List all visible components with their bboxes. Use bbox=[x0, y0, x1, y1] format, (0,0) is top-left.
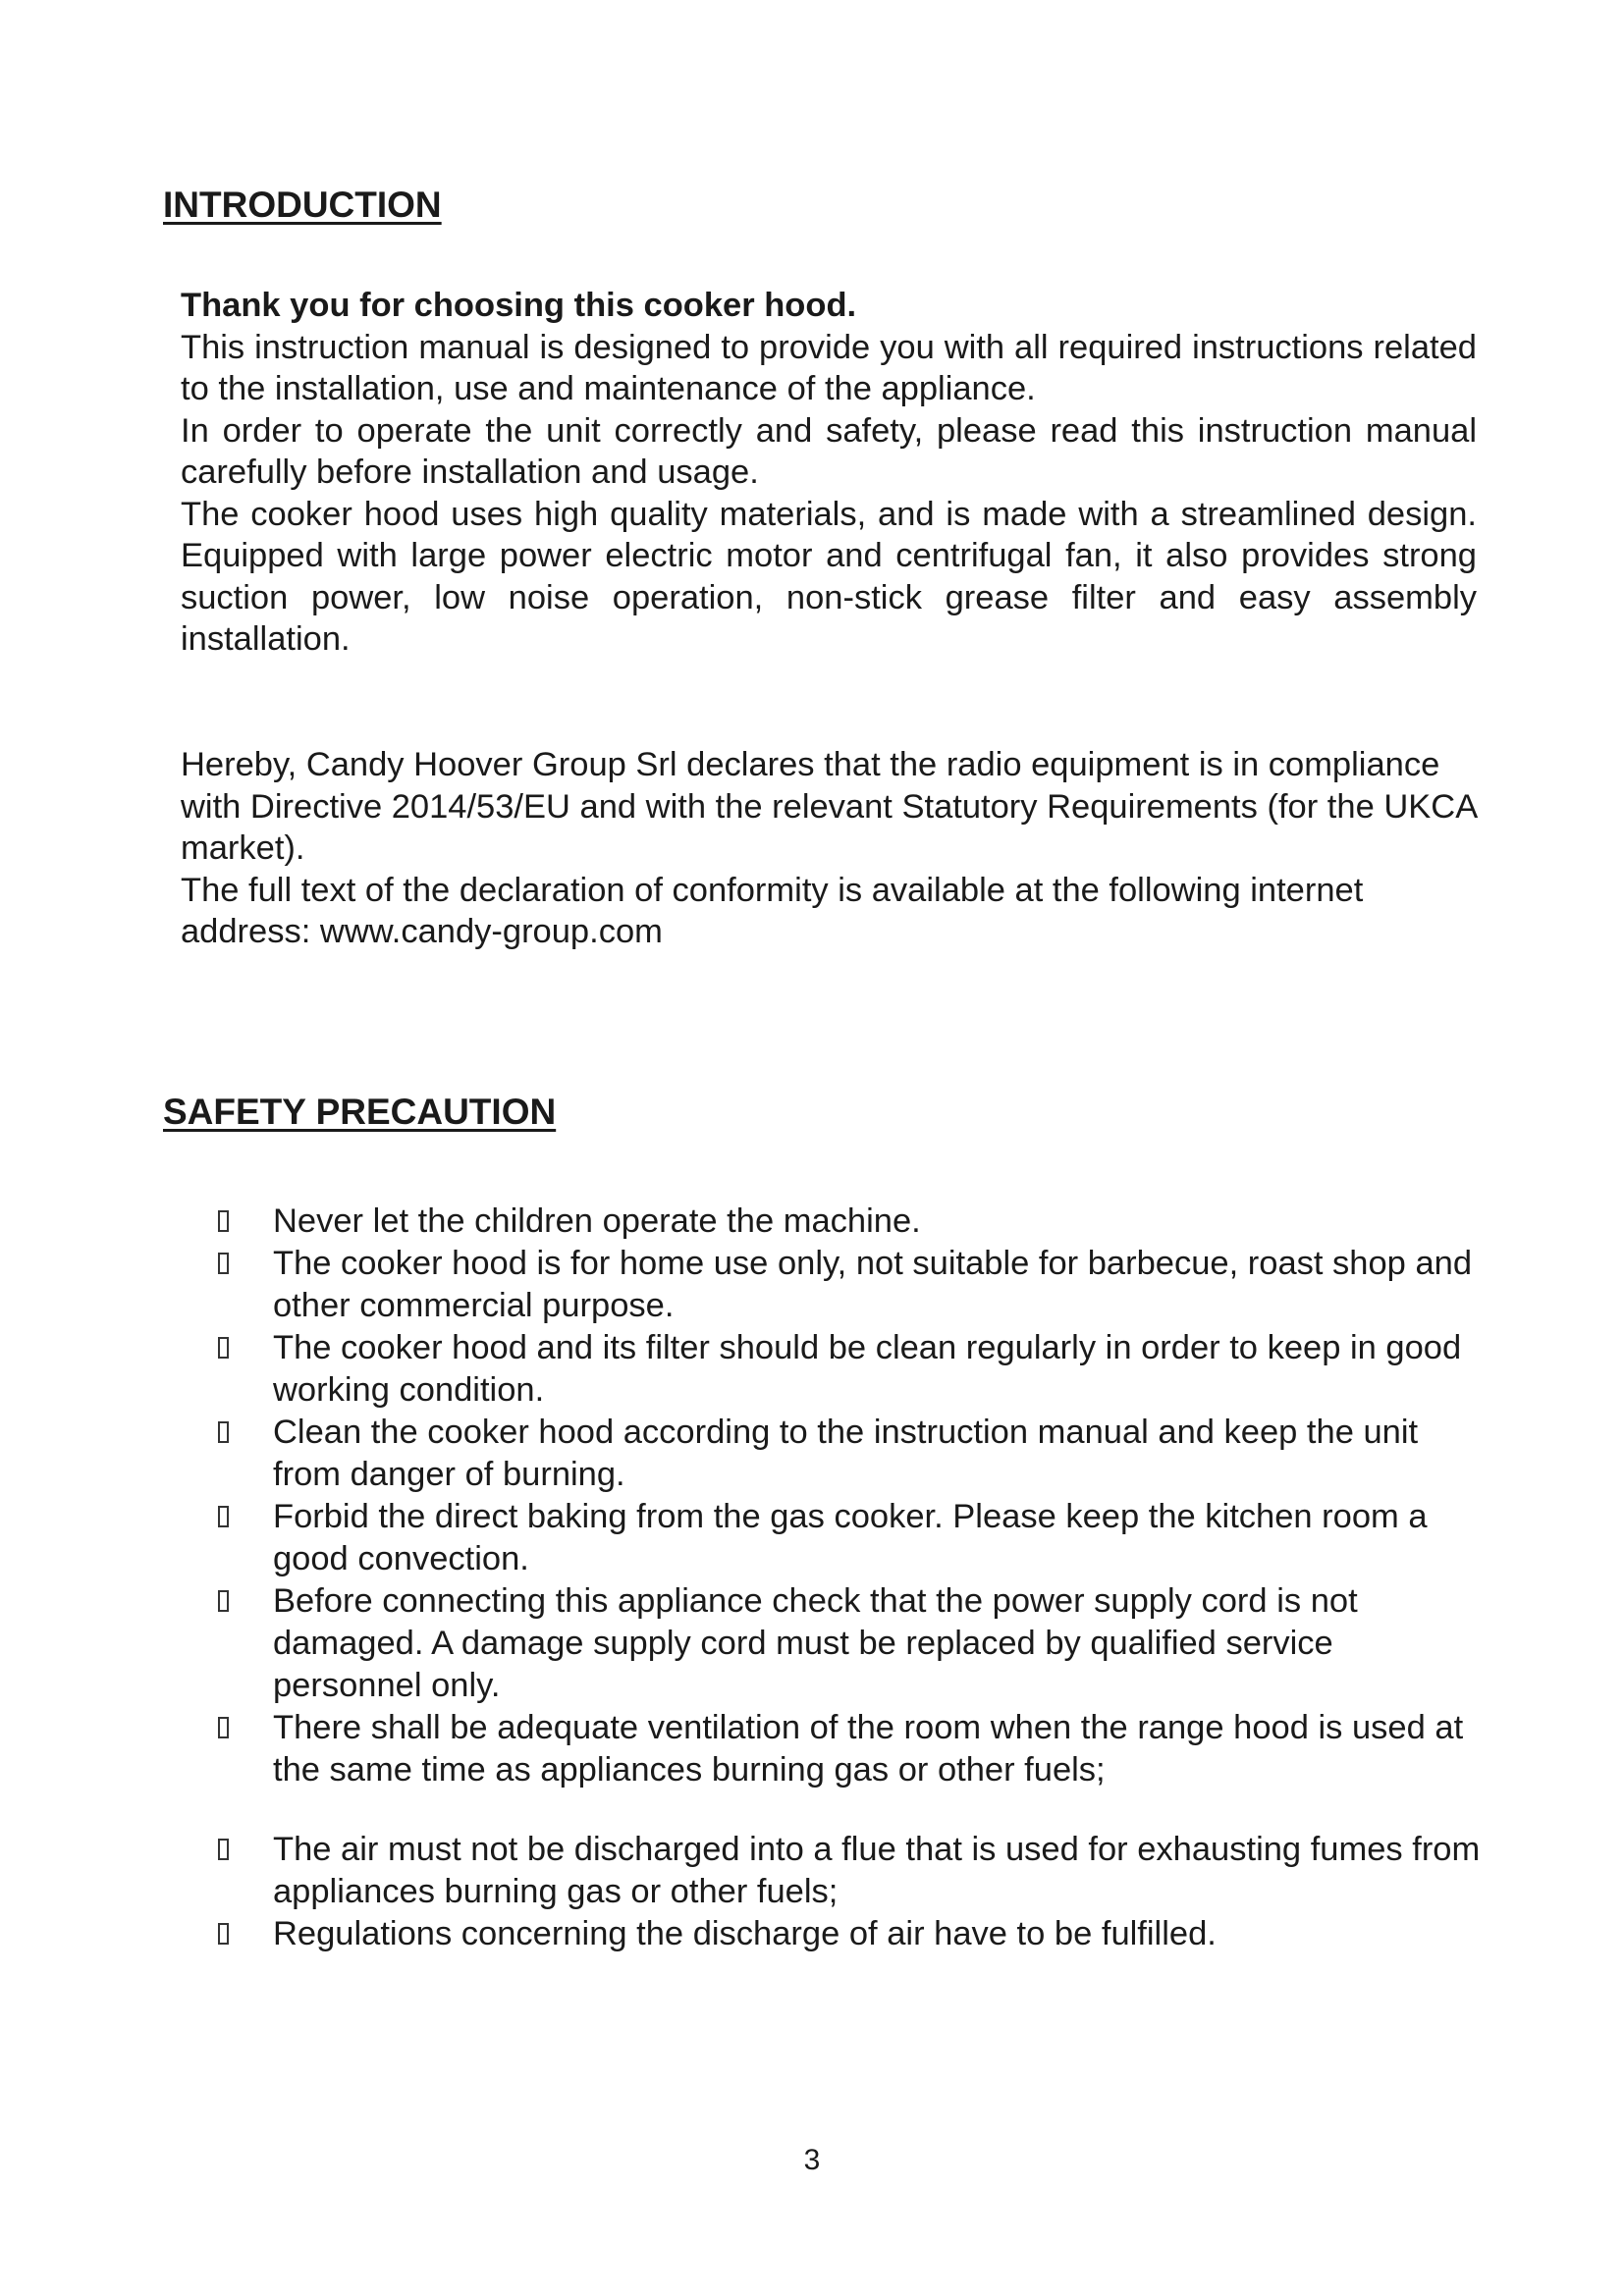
page-number: 3 bbox=[803, 2144, 821, 2176]
declaration-section bbox=[181, 744, 1477, 953]
list-item-text: The air must not be discharged into a flue that is used for exhausting fumes from appliances burning gas or other fuels; bbox=[273, 1831, 1481, 1910]
introduction-heading: INTRODUCTION bbox=[163, 185, 442, 225]
introduction-paragraph: This instruction manual is designed to provide you with all required instructions related to the installation, use and maintenance of the appliance. bbox=[181, 328, 1477, 407]
list-item bbox=[218, 1580, 1485, 1707]
list-item bbox=[218, 1913, 1485, 1955]
safety-precaution-heading: SAFETY PRECAUTION bbox=[163, 1092, 557, 1132]
list-item bbox=[218, 1201, 1485, 1243]
list-item-text: Regulations concerning the discharge of air have to be fulfilled. bbox=[273, 1915, 1217, 1952]
introduction-section bbox=[181, 285, 1477, 661]
list-item bbox=[218, 1327, 1485, 1412]
declaration-paragraph: The full text of the declaration of conformity is available at the following internet address: www.candy-group.com bbox=[181, 871, 1364, 950]
bullet-icon bbox=[218, 1717, 229, 1738]
safety-precaution-list bbox=[218, 1201, 1485, 1955]
bullet-icon bbox=[218, 1337, 229, 1359]
list-item bbox=[218, 1829, 1485, 1913]
list-item-text: Before connecting this appliance check that the power supply cord is not damaged. A damage supply cord must be replaced by qualified service personnel only. bbox=[273, 1582, 1358, 1704]
introduction-lead: Thank you for choosing this cooker hood. bbox=[181, 287, 857, 324]
list-item-text: Forbid the direct baking from the gas cooker. Please keep the kitchen room a good convection. bbox=[273, 1498, 1428, 1577]
bullet-icon bbox=[218, 1210, 229, 1232]
bullet-icon bbox=[218, 1421, 229, 1443]
bullet-icon bbox=[218, 1253, 229, 1274]
list-item-text: Never let the children operate the machine. bbox=[273, 1202, 921, 1240]
introduction-paragraph: In order to operate the unit correctly and safety, please read this instruction manual carefully before installation and usage. bbox=[181, 411, 1477, 491]
bullet-icon bbox=[218, 1590, 229, 1612]
list-item-text: The cooker hood and its filter should be clean regularly in order to keep in good working condition. bbox=[273, 1329, 1462, 1409]
list-item bbox=[218, 1412, 1485, 1496]
bullet-icon bbox=[218, 1506, 229, 1527]
list-item bbox=[218, 1707, 1485, 1791]
introduction-paragraph: The cooker hood uses high quality materials, and is made with a streamlined design. Equipped with large power electric motor and centrifugal fan, it also provides strong suction power, low noise operation, non-stick grease filter and easy assembly installation. bbox=[181, 495, 1477, 658]
list-item-text: Clean the cooker hood according to the instruction manual and keep the unit from danger of burning. bbox=[273, 1414, 1419, 1493]
declaration-paragraph: Hereby, Candy Hoover Group Srl declares that the radio equipment is in compliance with Directive 2014/53/EU and with the relevant Statutory Requirements (for the UKCA market). bbox=[181, 746, 1477, 867]
bullet-icon bbox=[218, 1923, 229, 1945]
list-item-text: There shall be adequate ventilation of the room when the range hood is used at the same time as appliances burning gas or other fuels; bbox=[273, 1709, 1464, 1789]
list-item bbox=[218, 1243, 1485, 1327]
list-item-text: The cooker hood is for home use only, not suitable for barbecue, roast shop and other commercial purpose. bbox=[273, 1245, 1473, 1324]
bullet-icon bbox=[218, 1839, 229, 1860]
list-item bbox=[218, 1496, 1485, 1580]
